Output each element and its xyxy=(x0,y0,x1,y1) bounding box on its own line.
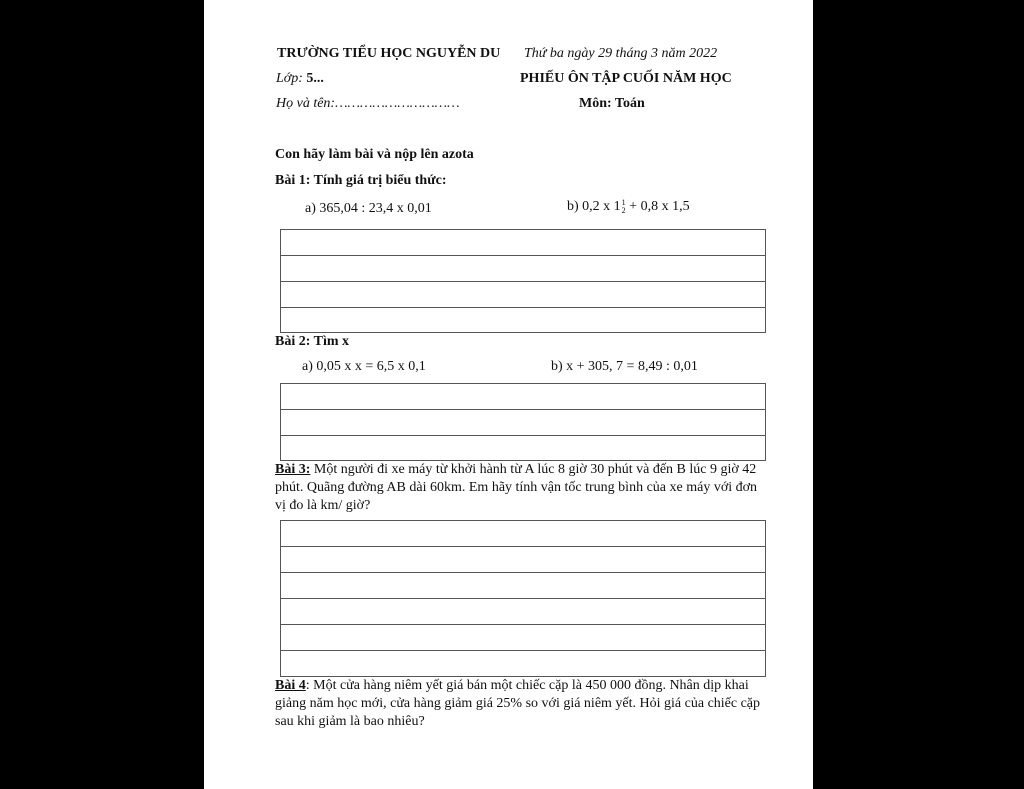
answer-line[interactable] xyxy=(281,410,765,436)
subject-line xyxy=(579,96,645,112)
answer-line[interactable] xyxy=(281,599,765,625)
bai3-answer-box[interactable] xyxy=(280,520,766,677)
answer-line[interactable] xyxy=(281,230,765,256)
fraction-num: 1 xyxy=(621,198,626,207)
answer-line[interactable] xyxy=(281,436,765,460)
sheet-title: PHIẾU ÔN TẬP CUỐI NĂM HỌC xyxy=(520,71,732,86)
class-line xyxy=(276,71,324,87)
answer-line[interactable] xyxy=(281,651,765,676)
bai4-label: Bài 4 xyxy=(275,678,306,693)
bai2-answer-box[interactable] xyxy=(280,383,766,461)
bai2-title: Bài 2: Tìm x xyxy=(275,334,350,349)
bai1-b-prefix: b) 0,2 x 1 xyxy=(567,199,621,215)
class-value: 5... xyxy=(306,71,324,86)
school-name: TRƯỜNG TIỂU HỌC NGUYỄN DU xyxy=(277,46,501,61)
answer-line[interactable] xyxy=(281,384,765,410)
answer-line[interactable] xyxy=(281,547,765,573)
fraction-den: 2 xyxy=(621,206,626,215)
answer-line[interactable] xyxy=(281,521,765,547)
bai4-paragraph xyxy=(275,677,767,731)
answer-line[interactable] xyxy=(281,256,765,282)
answer-line[interactable] xyxy=(281,625,765,651)
class-label: Lớp: xyxy=(276,71,303,86)
bai3-label: Bài 3: xyxy=(275,462,311,477)
answer-line[interactable] xyxy=(281,308,765,332)
answer-line[interactable] xyxy=(281,573,765,599)
answer-line[interactable] xyxy=(281,282,765,308)
bai1-title: Bài 1: Tính giá trị biểu thức: xyxy=(275,173,447,188)
subject-value: Toán xyxy=(614,96,645,111)
subject-label: Môn: xyxy=(579,96,612,111)
date-line: Thứ ba ngày 29 tháng 3 năm 2022 xyxy=(524,46,718,61)
bai1-a: a) 365,04 : 23,4 x 0,01 xyxy=(305,201,432,216)
bai3-text: Một người đi xe máy từ khởi hành từ A lúc 8 giờ 30 phút và đến B lúc 9 giờ 42 phút. Quãng đường AB dài 60km. Em hãy tính vận tốc trung bình của xe máy với đơn vị đo là km/ giờ? xyxy=(275,462,758,513)
bai3-paragraph xyxy=(275,461,767,515)
bai1-b-suffix: + 0,8 x 1,5 xyxy=(625,199,690,215)
bai2-b: b) x + 305, 7 = 8,49 : 0,01 xyxy=(551,359,698,374)
bai1-answer-box[interactable] xyxy=(280,229,766,333)
instruction: Con hãy làm bài và nộp lên azota xyxy=(275,147,474,162)
name-line: Họ và tên:………………………… xyxy=(276,96,460,111)
bai4-text: : Một cửa hàng niêm yết giá bán một chiếc cặp là 450 000 đồng. Nhân dịp khai giảng năm học mới, cửa hàng giảm giá 25% so với giá niêm yết. Hỏi giá của chiếc cặp sau khi giảm là bao nhiêu? xyxy=(275,678,761,729)
bai1-b xyxy=(567,199,690,215)
bai2-a: a) 0,05 x x = 6,5 x 0,1 xyxy=(302,359,426,374)
worksheet-page xyxy=(204,0,813,789)
